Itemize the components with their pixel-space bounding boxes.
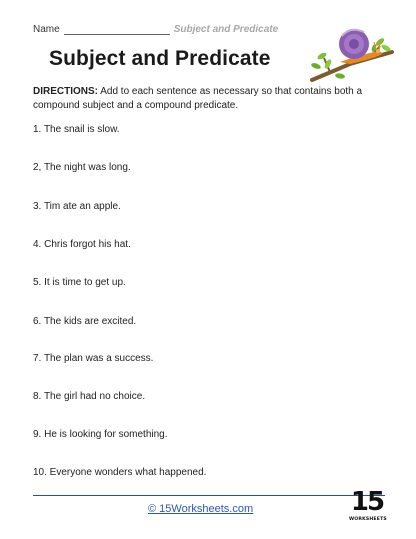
question-item: 4. Chris forgot his hat.	[33, 239, 131, 250]
name-blank-line	[64, 25, 170, 35]
logo-word: WORKSHEETS	[349, 517, 387, 522]
copyright-link[interactable]: © 15Worksheets.com	[148, 503, 254, 515]
name-label: Name	[33, 24, 60, 35]
question-item: 7. The plan was a success.	[33, 353, 154, 364]
15-worksheets-logo-icon	[349, 487, 385, 529]
question-item: 6. The kids are excited.	[33, 316, 137, 327]
question-item: 9. He is looking for something.	[33, 429, 168, 440]
snail-illustration-icon	[310, 18, 394, 84]
name-row	[33, 24, 278, 35]
question-item: 5. It is time to get up.	[33, 277, 126, 288]
question-item: 2, The night was long.	[33, 162, 131, 173]
header-subject: Subject and Predicate	[173, 24, 279, 35]
directions-label: DIRECTIONS:	[33, 86, 98, 97]
question-item: 1. The snail is slow.	[33, 124, 120, 135]
directions	[33, 85, 383, 113]
footer-divider	[33, 495, 385, 496]
question-item: 8. The girl had no choice.	[33, 391, 146, 402]
question-item: 3. Tim ate an apple.	[33, 201, 121, 212]
directions-text: Add to each sentence as necessary so that contains both a compound subject and a compound predicate.	[33, 86, 363, 111]
page-title: Subject and Predicate	[49, 47, 271, 70]
logo-number: 15	[350, 487, 384, 517]
question-item: 10. Everyone wonders what happened.	[33, 467, 207, 478]
